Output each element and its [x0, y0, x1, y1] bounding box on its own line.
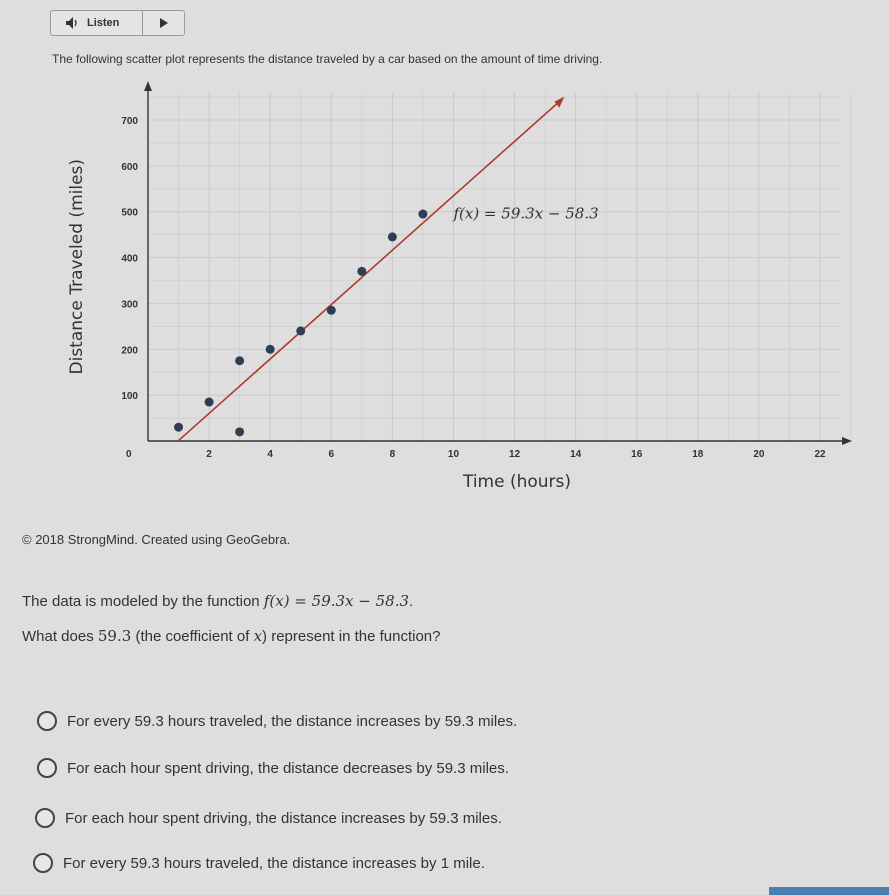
x-tick-label: 14	[570, 449, 582, 460]
data-point	[357, 267, 366, 276]
data-point	[205, 398, 214, 407]
data-point	[174, 423, 183, 432]
fit-line-label: f(x) = 59.3x − 58.3	[453, 204, 599, 223]
radio-button[interactable]	[37, 758, 57, 778]
model-expression: f(x) = 59.3x − 58.3	[263, 592, 410, 610]
y-tick-label: 400	[121, 253, 138, 265]
y-tick-label: 700	[121, 116, 138, 127]
y-tick-label: 100	[121, 391, 138, 403]
listen-label: Listen	[87, 17, 120, 29]
speaker-icon	[65, 16, 81, 30]
question-coefficient: 59.3	[97, 627, 132, 645]
answer-option-3[interactable]	[35, 808, 502, 828]
x-tick-label: 20	[753, 449, 765, 460]
radio-button[interactable]	[33, 853, 53, 873]
question-suffix: ) represent in the function?	[262, 628, 441, 645]
footer-accent	[769, 887, 889, 895]
scatter-plot	[0, 75, 889, 510]
y-tick-label: 600	[121, 161, 138, 173]
question-text	[22, 627, 441, 645]
data-point	[296, 326, 305, 335]
x-tick-label: 4	[267, 449, 273, 460]
radio-button[interactable]	[37, 711, 57, 731]
y-axis-label: Distance Traveled (miles)	[67, 158, 87, 375]
data-point	[388, 232, 397, 241]
data-point	[235, 356, 244, 365]
play-button[interactable]	[143, 11, 184, 35]
question-prefix: What does	[22, 628, 98, 645]
model-suffix: .	[409, 593, 414, 610]
x-tick-label: 16	[631, 449, 643, 460]
question-middle: (the coefficient of	[131, 628, 254, 645]
answer-option-4[interactable]	[33, 853, 485, 873]
origin-label: 0	[126, 449, 132, 460]
x-axis-label: Time (hours)	[462, 472, 572, 492]
fit-line	[179, 101, 561, 441]
data-point	[418, 210, 427, 219]
answer-option-2[interactable]	[37, 758, 509, 778]
answer-option-text: For each hour spent driving, the distance decreases by 59.3 miles.	[67, 759, 509, 777]
answer-option-text: For every 59.3 hours traveled, the distance increases by 59.3 miles.	[67, 712, 518, 730]
x-tick-label: 10	[447, 449, 460, 460]
x-tick-label: 18	[692, 449, 704, 460]
y-axis-arrow	[144, 81, 152, 91]
y-tick-label: 200	[121, 345, 138, 357]
listen-toolbar	[50, 10, 185, 36]
x-tick-label: 12	[508, 449, 521, 460]
model-prefix: The data is modeled by the function	[22, 593, 264, 610]
answer-option-text: For every 59.3 hours traveled, the distance increases by 1 mile.	[63, 854, 485, 872]
answer-option-text: For each hour spent driving, the distance increases by 59.3 miles.	[65, 809, 502, 827]
data-point	[235, 427, 244, 436]
x-tick-label: 22	[814, 449, 826, 460]
play-icon	[160, 18, 168, 28]
question-variable: x	[253, 627, 263, 645]
model-statement	[22, 592, 413, 610]
question-intro: The following scatter plot represents the distance traveled by a car based on the amount of time driving.	[52, 52, 603, 66]
x-tick-label: 6	[328, 449, 335, 460]
x-tick-label: 8	[389, 449, 396, 460]
data-point	[266, 345, 275, 354]
y-tick-label: 300	[121, 299, 138, 311]
answer-option-1[interactable]	[37, 711, 517, 731]
fit-line-arrow	[554, 97, 564, 108]
listen-button[interactable]	[51, 11, 143, 35]
copyright-note: © 2018 StrongMind. Created using GeoGebra.	[22, 532, 291, 547]
x-tick-label: 2	[206, 449, 212, 460]
y-tick-label: 500	[121, 207, 138, 219]
data-point	[327, 306, 336, 315]
radio-button[interactable]	[35, 808, 55, 828]
